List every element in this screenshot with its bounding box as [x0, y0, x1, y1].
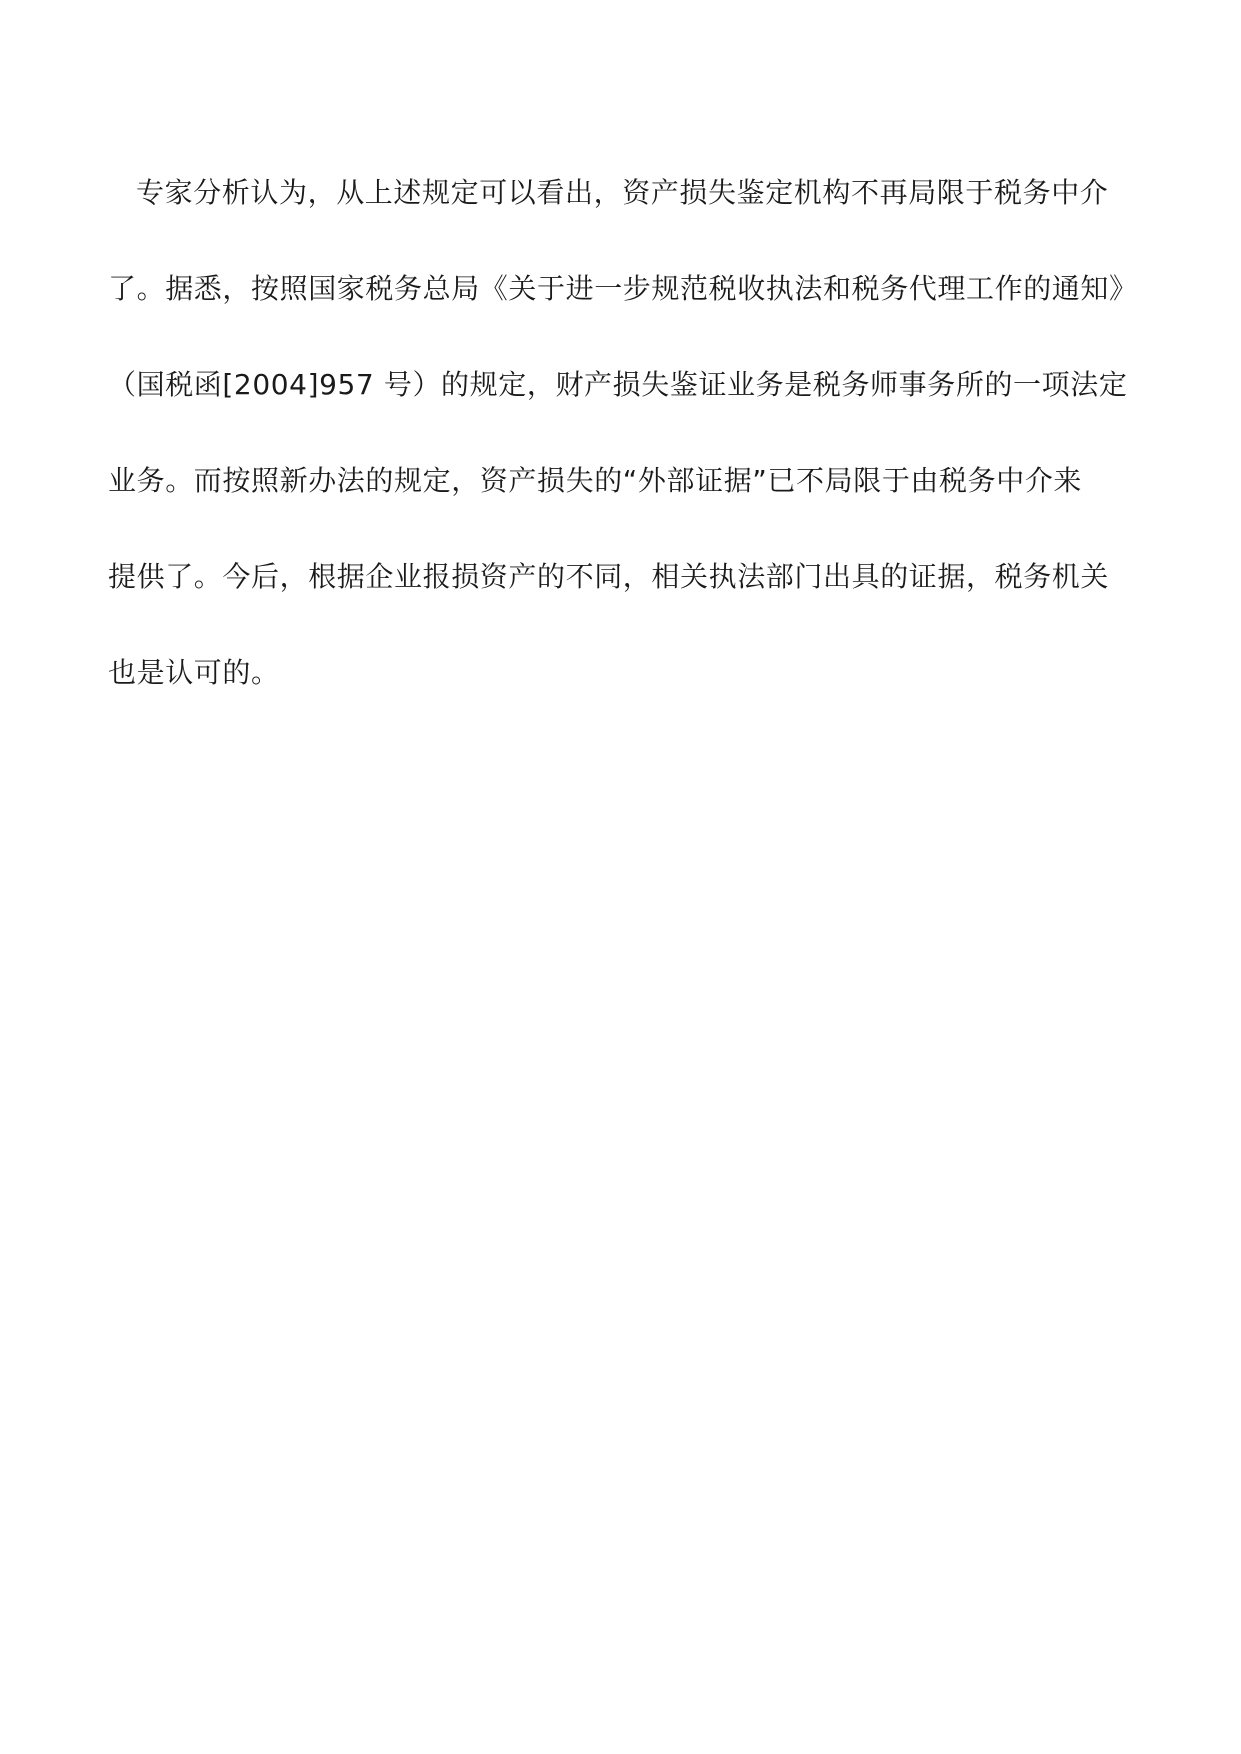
- paragraph-line-6: 也是认可的。: [108, 656, 280, 689]
- paragraph-line-3: （国税函[2004]957 号）的规定，财产损失鉴证业务是税务师事务所的一项法定: [108, 368, 1128, 401]
- body-paragraph: [108, 165, 1138, 741]
- paragraph-line-4: 业务。而按照新办法的规定，资产损失的“外部证据”已不局限于由税务中介来: [108, 464, 1083, 497]
- paragraph-line-1: 专家分析认为，从上述规定可以看出，资产损失鉴定机构不再局限于税务中介: [136, 176, 1109, 209]
- paragraph-line-2: 了。据悉，按照国家税务总局《关于进一步规范税收执法和税务代理工作的通知》: [108, 272, 1138, 305]
- paragraph-line-5: 提供了。今后，根据企业报损资产的不同，相关执法部门出具的证据，税务机关: [108, 560, 1110, 593]
